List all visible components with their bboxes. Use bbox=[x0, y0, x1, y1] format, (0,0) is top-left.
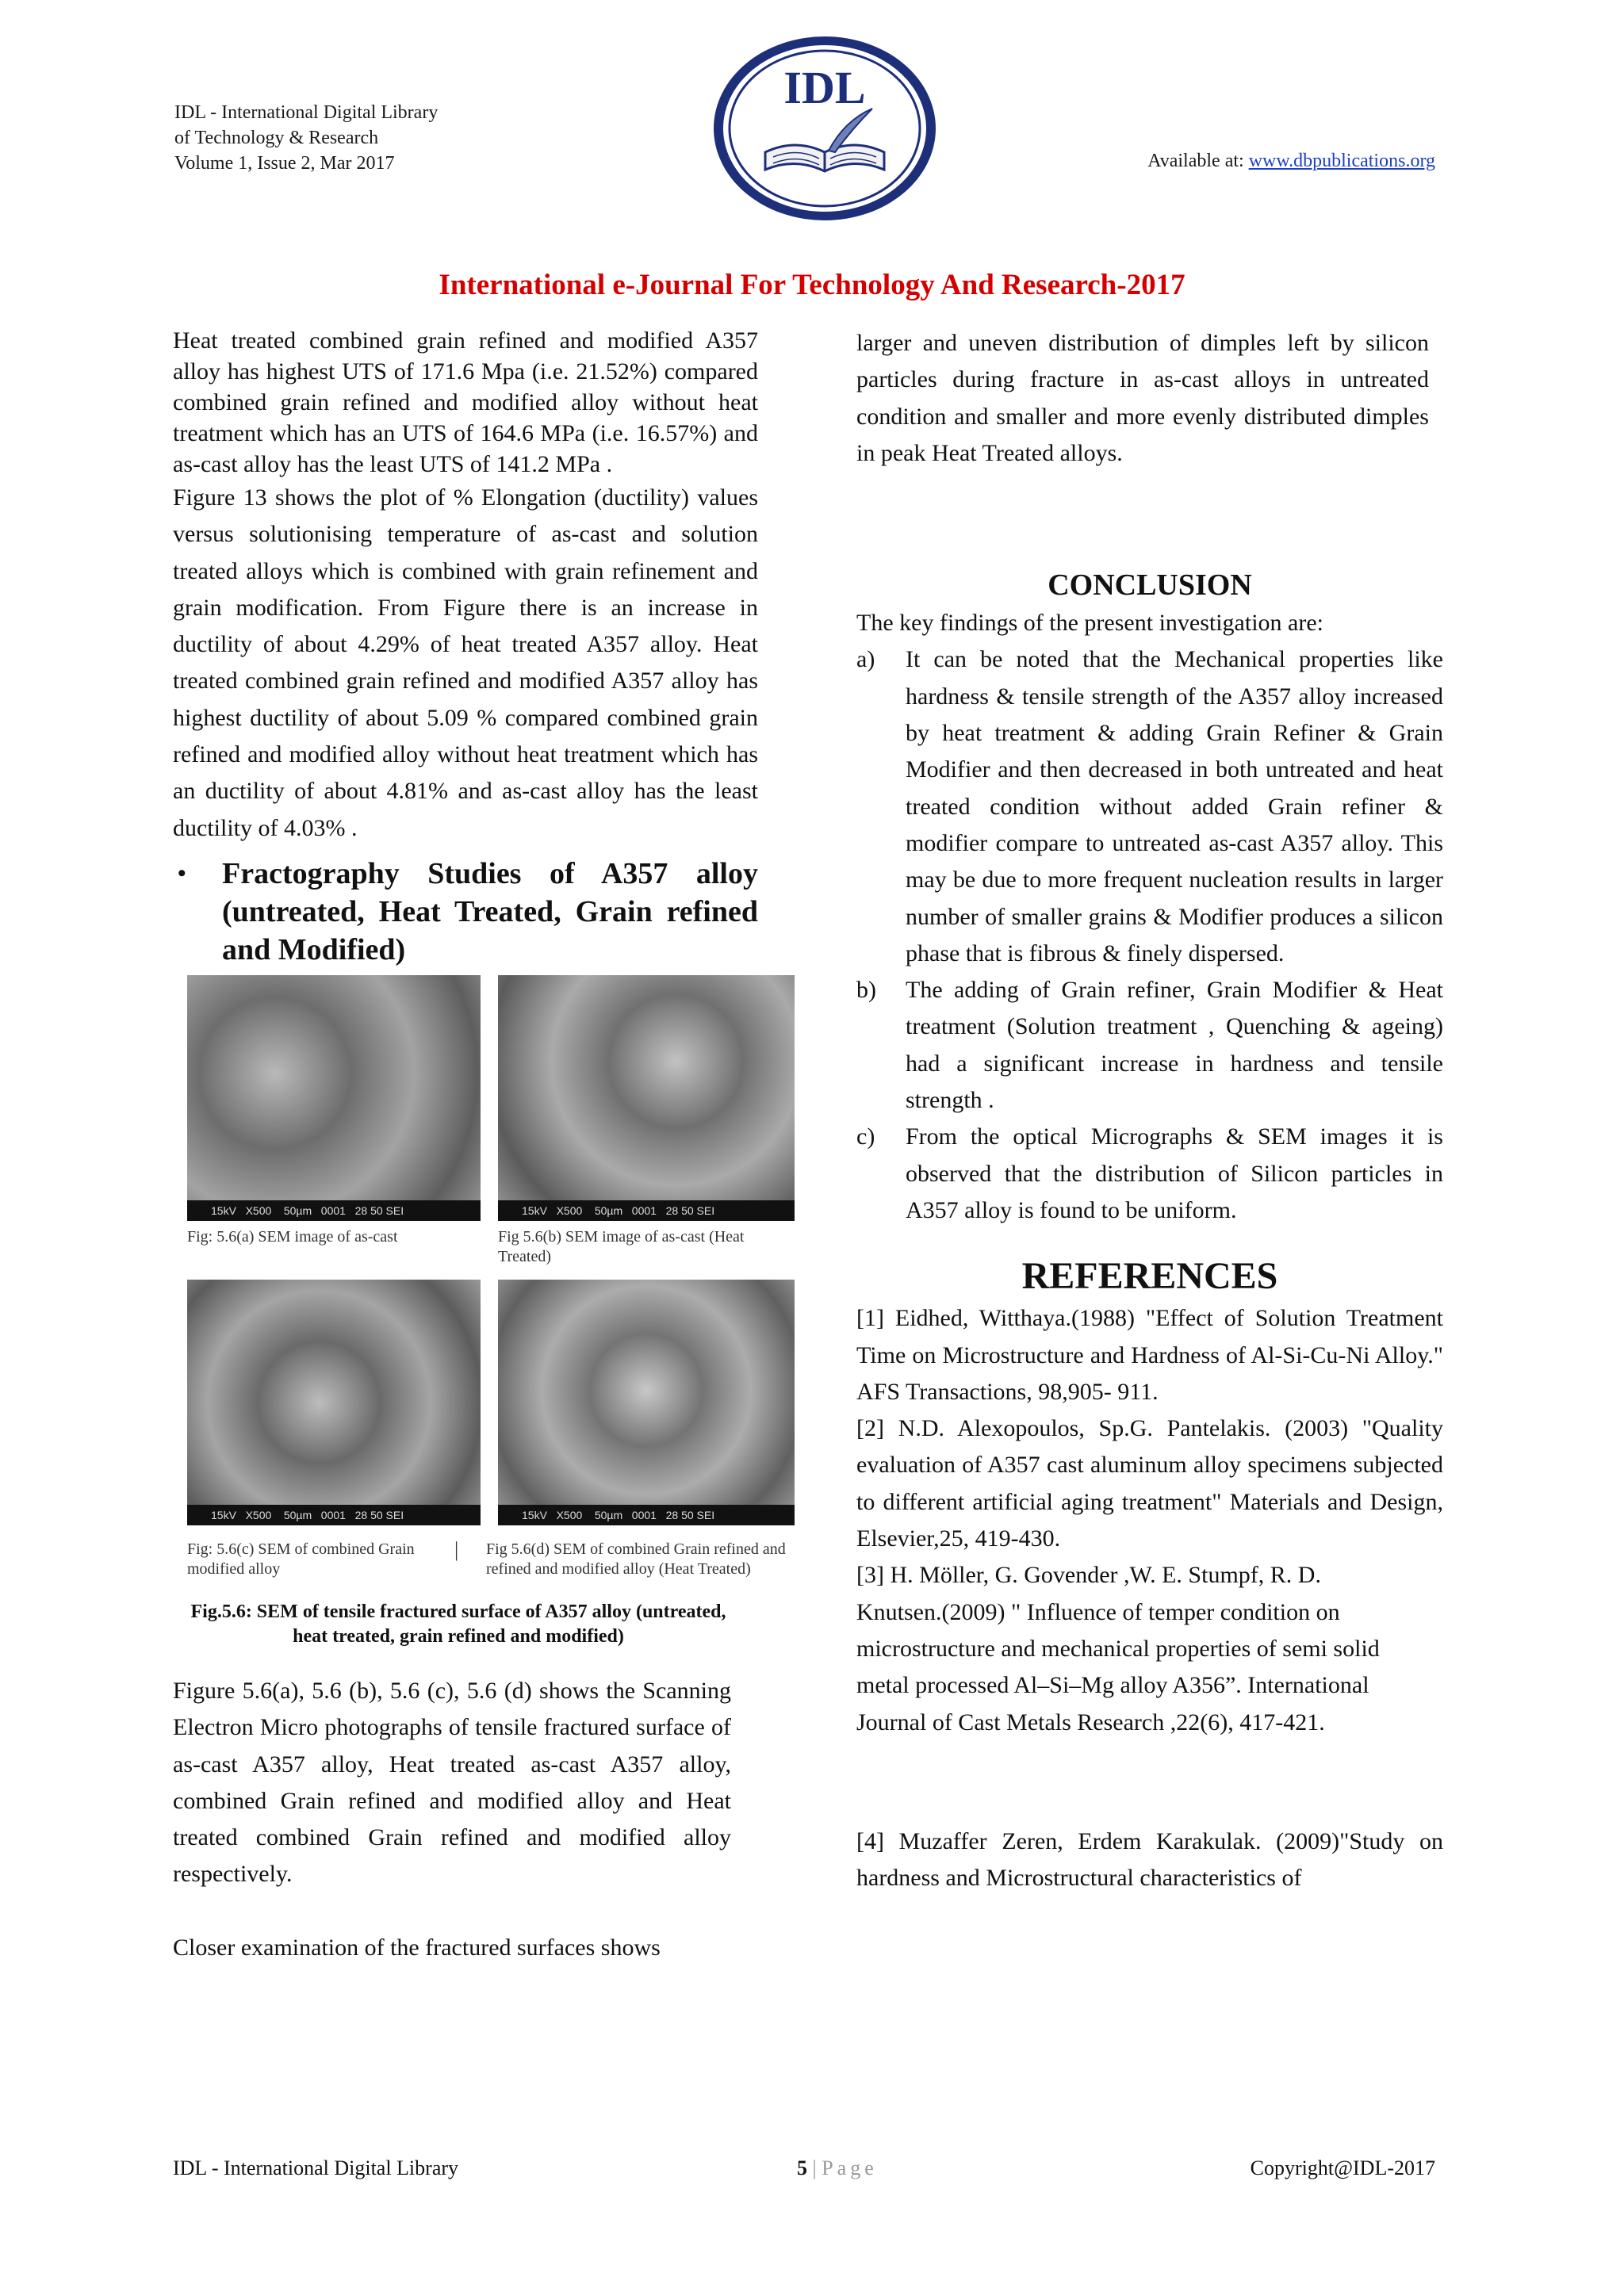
conclusion-item-a-text: It can be noted that the Mechanical properties like hardness & tensile strength of the A357 alloy increased by heat treatment & adding Grain Refiner & Grain Modifier and then decreased in both untreated and heat treated condition without added Grain refiner & modifier compare to untreated as-cast A357 alloy. This may be due to more frequent nucleation results in larger number of smaller grains & Modifier produces a silicon phase that is fibrous & finely dispersed. bbox=[906, 646, 1443, 966]
section-heading-fractography bbox=[173, 855, 758, 969]
conclusion-item-b bbox=[856, 972, 1443, 1119]
fig-b-caption: Fig 5.6(b) SEM image of as-cast (Heat Treated) bbox=[498, 1227, 745, 1265]
availability bbox=[1147, 151, 1435, 172]
conclusion-item-c-text: From the optical Micrographs & SEM images it is observed that the distribution of Silicon particles in A357 alloy is found to be uniform. bbox=[906, 1123, 1443, 1223]
conclusion-item-c bbox=[856, 1119, 1443, 1229]
caption-divider: | bbox=[454, 1537, 459, 1561]
reference-3: [3] H. Möller, G. Govender ,W. E. Stumpf, R. D. Knutsen.(2009) " Influence of temper condition on microstructure and mechanical properties of semi solid metal processed Al–Si–Mg alloy A356”. International Journal of Cast Metals Research ,22(6), 417-421. bbox=[856, 1562, 1380, 1735]
sem-figure-grid bbox=[173, 975, 795, 1521]
footer-page-number bbox=[797, 2156, 878, 2180]
conclusion-item-b-text: The adding of Grain refiner, Grain Modifier & Heat treatment (Solution treatment , Quenching & ageing) had a significant increase in hardness and tensile strength . bbox=[906, 977, 1443, 1114]
page-separator: | bbox=[812, 2156, 817, 2179]
right-column bbox=[856, 325, 1443, 1896]
bullet-icon: • bbox=[178, 859, 186, 886]
page-word: Page bbox=[822, 2156, 878, 2179]
reference-1: [1] Eidhed, Witthaya.(1988) "Effect of Solution Treatment Time on Microstructure and Hardness of Al-Si-Cu-Ni Alloy." AFS Transactions, 98,905- 911. bbox=[856, 1305, 1443, 1405]
sem-image-b bbox=[498, 975, 795, 1221]
conclusion-item-a-label: a) bbox=[856, 646, 875, 673]
conclusion-item-b-label: b) bbox=[856, 977, 876, 1004]
paragraph-uts: Heat treated combined grain refined and modified A357 alloy has highest UTS of 171.6 Mpa (i.e. 21.52%) compared combined grain refined and modified alloy without heat treatment which has an UTS of 164.6 MPa (i.e. 16.57%) and as-cast alloy has the least UTS of 141.2 MPa . bbox=[173, 327, 758, 477]
page-number: 5 bbox=[797, 2156, 807, 2179]
sem-image-b-scale: 15kV X500 50µm 0001 28 50 SEI bbox=[498, 1200, 795, 1221]
paragraph-dimples: larger and uneven distribution of dimples left by silicon particles during fracture in as-cast alloys in untreated condition and smaller and more evenly distributed dimples in peak Heat Treated alloys. bbox=[856, 330, 1429, 466]
references-heading: REFERENCES bbox=[1021, 1255, 1278, 1298]
figure-main-caption: Fig.5.6: SEM of tensile fractured surface of A357 alloy (untreated, heat treated, grain refined and modified) bbox=[190, 1601, 726, 1647]
footer-copyright: Copyright@IDL-2017 bbox=[1250, 2156, 1435, 2179]
header-info bbox=[174, 100, 438, 176]
conclusion-item-a bbox=[856, 641, 1443, 972]
website-link[interactable]: www.dbpublications.org bbox=[1248, 151, 1435, 171]
fig-d-caption: Fig 5.6(d) SEM of combined Grain refined and refined and modified alloy (Heat Treated) bbox=[486, 1540, 786, 1578]
header-line-2: of Technology & Research bbox=[174, 128, 379, 148]
reference-4: [4] Muzaffer Zeren, Erdem Karakulak. (2009)"Study on hardness and Microstructural characteristics of bbox=[856, 1827, 1443, 1892]
conclusion-intro: The key findings of the present investigation are: bbox=[856, 610, 1323, 637]
idl-logo bbox=[710, 33, 940, 224]
conclusion-item-c-label: c) bbox=[856, 1123, 875, 1150]
reference-2: [2] N.D. Alexopoulos, Sp.G. Pantelakis. (2003) "Quality evaluation of A357 cast aluminum alloy specimens subjected to different artificial aging treatment" Materials and Design, Elsevier,25, 419-430. bbox=[856, 1415, 1443, 1552]
header-line-1: IDL - International Digital Library bbox=[174, 102, 439, 123]
header-line-3: Volume 1, Issue 2, Mar 2017 bbox=[174, 153, 395, 174]
conclusion-heading: CONCLUSION bbox=[1048, 568, 1252, 603]
paragraph-closer-examination: Closer examination of the fractured surfaces shows bbox=[173, 1934, 661, 1961]
fig-a-caption: Fig: 5.6(a) SEM image of as-cast bbox=[187, 1227, 398, 1246]
sem-image-a bbox=[187, 975, 481, 1221]
sem-image-a-scale: 15kV X500 50µm 0001 28 50 SEI bbox=[187, 1200, 481, 1221]
sem-lower-captions bbox=[173, 1537, 795, 1587]
fig-c-caption: Fig: 5.6(c) SEM of combined Grain modified alloy bbox=[187, 1540, 415, 1578]
sem-image-d-scale: 15kV X500 50µm 0001 28 50 SEI bbox=[498, 1505, 795, 1525]
available-label: Available at: bbox=[1147, 151, 1249, 171]
sem-image-c bbox=[187, 1280, 481, 1525]
sem-image-d bbox=[498, 1280, 795, 1525]
footer-library: IDL - International Digital Library bbox=[173, 2156, 459, 2179]
journal-title: International e-Journal For Technology And Research-2017 bbox=[439, 269, 1185, 301]
sem-image-c-scale: 15kV X500 50µm 0001 28 50 SEI bbox=[187, 1505, 481, 1525]
paragraph-sem-description: Figure 5.6(a), 5.6 (b), 5.6 (c), 5.6 (d) shows the Scanning Electron Micro photographs of tensile fractured surface of as-cast A357 alloy, Heat treated as-cast A357 alloy, combined Grain refined and modified alloy and Heat treated combined Grain refined and modified alloy respectively. bbox=[173, 1677, 731, 1888]
logo-text: IDL bbox=[783, 62, 866, 113]
section-heading-text: Fractography Studies of A357 alloy (untreated, Heat Treated, Grain refined and Modified) bbox=[222, 856, 758, 966]
paragraph-elongation: Figure 13 shows the plot of % Elongation (ductility) values versus solutionising temperature of as-cast and solution treated alloys which is combined with grain refinement and grain modification. From Figure there is an increase in ductility of about 4.29% of heat treated A357 alloy. Heat treated combined grain refined and modified A357 alloy has highest ductility of about 5.09 % compared combined grain refined and modified alloy without heat treatment which has an ductility of about 4.81% and as-cast alloy has the least ductility of 4.03% . bbox=[173, 484, 758, 841]
left-column bbox=[173, 325, 786, 1966]
